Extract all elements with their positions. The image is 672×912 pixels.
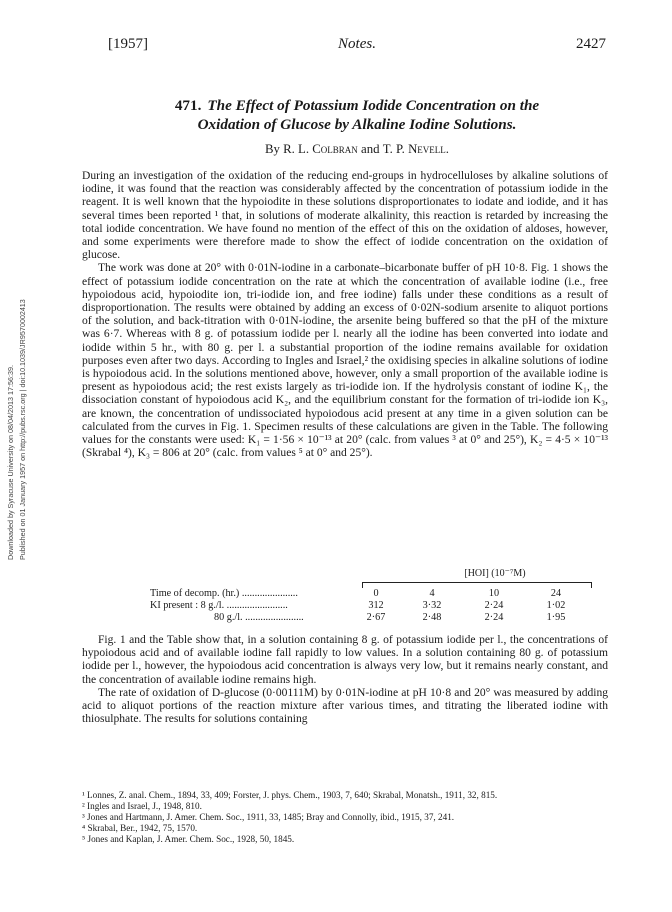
footnote-3: ³ Jones and Hartmann, J. Amer. Chem. Soc., 1911, 33, 1485; Bray and Connolly, ibid., 1915, 37, 241. <box>82 812 455 822</box>
footnote-1: ¹ Lonnes, Z. anal. Chem., 1894, 33, 409; Forster, J. phys. Chem., 1903, 7, 640; Skrabal, Monatsh., 1911, 32, 815. <box>82 790 498 800</box>
running-header <box>108 36 606 56</box>
paragraph-1: During an investigation of the oxidation of the reducing end-groups in hydrocelluloses by alkaline solutions of iodine, it was found that the reaction was considerably affected by the concentration of potassium iodide in the reagent. It is well known that the hypoiodite in these solutions disproportionates to iodate and iodide, and it has several times been reported ¹ that, in solutions of moderate alkalinity, this reaction is retarded by increasing the total iodide concentration. We have found no mention of the effect of this on the oxidation of aldoses, however, and some experiments were therefore made to show the effect of iodide concentration on the oxidation of glucose. <box>82 170 608 262</box>
table-cell: 10 <box>488 588 500 599</box>
table-cell: 2·24 <box>484 612 504 623</box>
table-cell: 2·48 <box>422 612 442 623</box>
footnote-4: ⁴ Skrabal, Ber., 1942, 75, 1570. <box>82 823 198 833</box>
table-cell: 2·67 <box>366 612 386 623</box>
page-number: 2427 <box>576 36 606 52</box>
table-cell: 2·24 <box>484 600 504 611</box>
row-label: KI present : 8 g./l. ........................ <box>150 600 288 611</box>
title-line-2: Oxidation of Glucose by Alkaline Iodine Solutions. <box>197 116 517 133</box>
paragraph-2: The work was done at 20° with 0·01N-iodine in a carbonate–bicarbonate buffer of pH 10·8. Fig. 1 shows the effect of potassium iodide concentration on the rate at which the concentration of available iodine (i.e., free hypoiodous acid, hypoiodite ion, tri-iodide ion, and free iodine) falls under these conditions as a result of disproportionation. The results were obtained by adding an excess of 0·02N-sodium arsenite to aliquot portions of the solution, and back-titration with 0·01N-iodine, the arsenite being buffered so that the pH of the mixture was 6·7. Whereas with 8 g. of potassium iodide per l. nearly all the iodine has been converted into iodate and iodide within 5 hr., with 80 g. per l. a substantial proportion of the iodine remains available for oxidation purposes even after two days. According to Ingles and Israel,² the oxidising species in alkaline solutions of iodine is hypoiodous acid. In the solutions mentioned above, however, only a small proportion of the available iodine is present as hypoiodous acid; the rest exists largely as tri-iodide ion. If the hydrolysis constant of iodine K₁, the dissociation constant of hypoiodous acid K₂, and the equilibrium constant for the formation of tri-iodide ion K₃, are known, the concentration of undissociated hypoiodous acid present at any time in a given solution can be calculated from the curves in Fig. 1. Specimen results of these calculations are given in the Table. The following values for the constants were used: K₁ = 1·56 × 10⁻¹³ at 20° (calc. from values ³ at 0° and 25°), K₂ = 4·5 × 10⁻¹³ (Skrabal ⁴), K₃ = 806 at 20° (calc. from values ⁵ at 0° and 25°). <box>82 262 608 460</box>
header-year: [1957] <box>108 36 148 52</box>
author-2: T. P. Nevell. <box>382 142 449 156</box>
table-cell: 312 <box>368 600 384 611</box>
download-notice: Downloaded by Syracuse University on 08/04/2013 17:56:39. <box>6 365 15 560</box>
table-cell: 1·95 <box>546 612 566 623</box>
article-body <box>82 170 608 460</box>
table-cell: 4 <box>429 588 435 599</box>
article-title <box>108 96 606 134</box>
table-header: [HOI] (10⁻⁷M) <box>464 568 526 579</box>
table-cell: 0 <box>373 588 379 599</box>
row-label: Time of decomp. (hr.) ...................... <box>150 588 298 599</box>
row-label: 80 g./l. ....................... <box>214 612 304 623</box>
table-cell: 1·02 <box>546 600 566 611</box>
by-label: By <box>264 142 280 156</box>
article-number: 471. <box>174 97 202 114</box>
paragraph-3: Fig. 1 and the Table show that, in a solution containing 8 g. of potassium iodide per l., the concentrations of hypoiodous acid and of available iodine fall rapidly to low values. In a solution containing 80 g. of potassium iodide per l., however, the hypoiodous acid concentration is always very low, but it remains nearly constant, and the concentration of available iodine remains high. <box>82 634 608 686</box>
header-section: Notes. <box>338 36 376 52</box>
and-label: and <box>361 142 380 156</box>
table-cell: 3·32 <box>422 600 442 611</box>
article-body-continued <box>82 634 608 726</box>
footnote-5: ⁵ Jones and Kaplan, J. Amer. Chem. Soc., 1928, 50, 1845. <box>82 834 295 844</box>
author-1: R. L. Colbran <box>283 142 358 156</box>
title-line-1: The Effect of Potassium Iodide Concentration on the <box>207 97 540 114</box>
table-cell: 24 <box>550 588 562 599</box>
download-watermark <box>4 150 34 570</box>
author-line <box>108 142 606 157</box>
footnotes <box>82 790 608 845</box>
publication-notice: Published on 01 January 1957 on http://pubs.rsc.org | doi:10.1039/JR9570002413 <box>18 299 27 560</box>
paragraph-4: The rate of oxidation of D-glucose (0·00111M) by 0·01N-iodine at pH 10·8 and 20° was measured by adding acid to aliquot portions of the reaction mixture after various times, and titrating the liberated iodine with thiosulphate. The results for solutions containing <box>82 686 608 726</box>
footnote-2: ² Ingles and Israel, J., 1948, 810. <box>82 801 202 811</box>
